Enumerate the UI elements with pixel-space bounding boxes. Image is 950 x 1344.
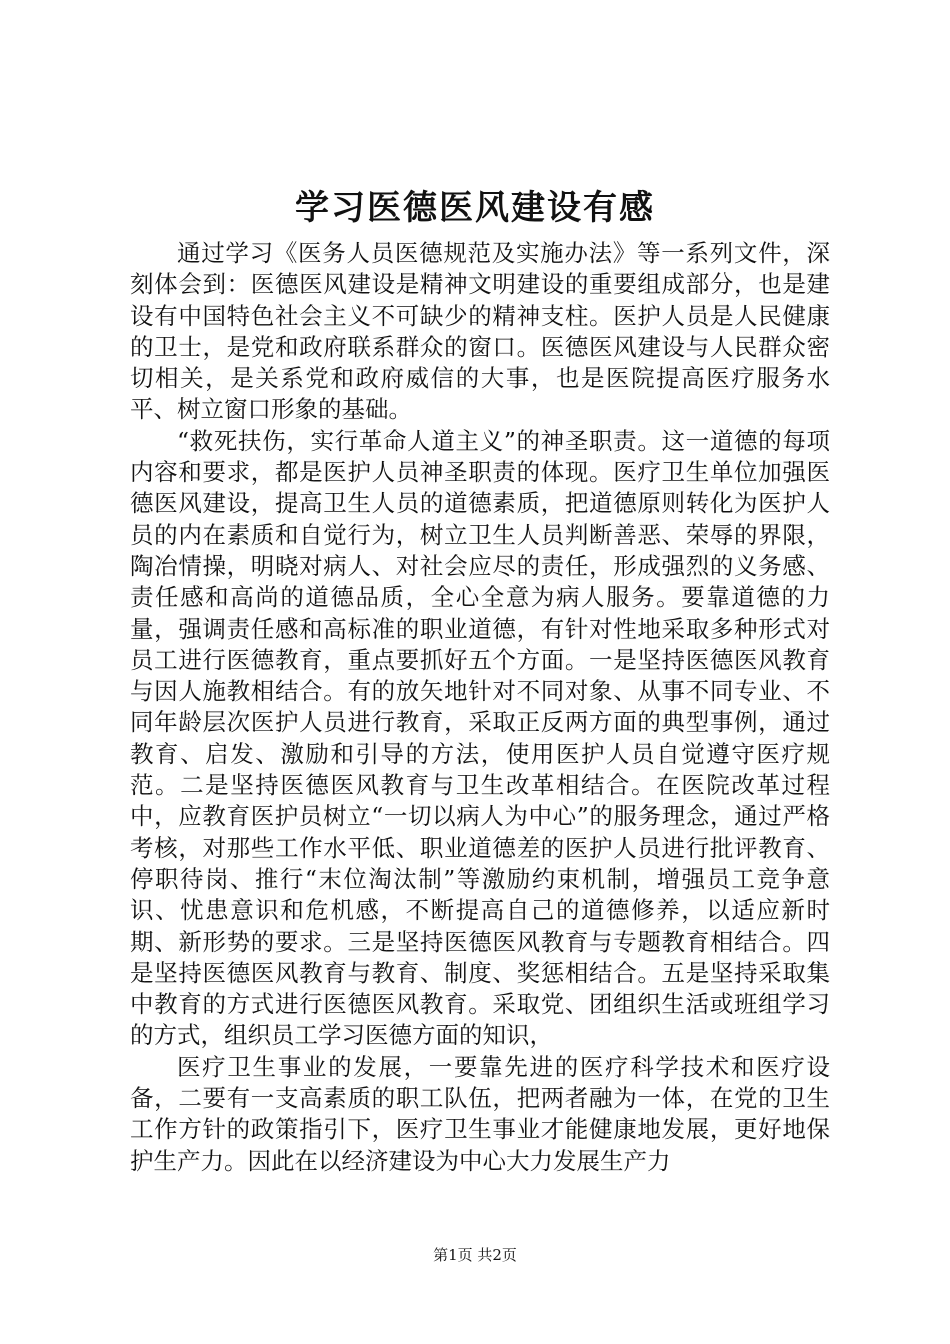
paragraph-1: 通过学习《医务人员医德规范及实施办法》等一系列文件，深刻体会到：医德医风建设是精神文明建设的重要组成部分，也是建设有中国特色社会主义不可缺少的精神支柱。医护人员是人民健康的卫士，是党和政府联系群众的窗口。医德医风建设与人民群众密切相关，是关系党和政府威信的大事，也是医院提高医疗服务水平、树立窗口形象的基础。 xyxy=(130,239,830,424)
paragraph-3: 医疗卫生事业的发展，一要靠先进的医疗科学技术和医疗设备，二要有一支高素质的职工队伍，把两者融为一体，在党的卫生工作方针的政策指引下，医疗卫生事业才能健康地发展，更好地保护生产力。因此在以经济建设为中心大力发展生产力 xyxy=(130,1052,830,1175)
page-footer: 第1页 共2页 xyxy=(433,1246,517,1264)
document-body xyxy=(130,238,830,1177)
paragraph-2: “救死扶伤，实行革命人道主义”的神圣职责。这一道德的每项内容和要求，都是医护人员神圣职责的体现。医疗卫生单位加强医德医风建设，提高卫生人员的道德素质，把道德原则转化为医护人员的内在素质和自觉行为，树立卫生人员判断善恶、荣辱的界限，陶冶情操，明晓对病人、对社会应尽的责任，形成强烈的义务感、责任感和高尚的道德品质，全心全意为病人服务。要靠道德的力量，强调责任感和高标准的职业道德，有针对性地采取多种形式对员工进行医德教育，重点要抓好五个方面。一是坚持医德医风教育与因人施教相结合。有的放矢地针对不同对象、从事不同专业、不同年龄层次医护人员进行教育，采取正反两方面的典型事例，通过教育、启发、激励和引导的方法，使用医护人员自觉遵守医疗规范。二是坚持医德医风教育与卫生改革相结合。在医院改革过程中，应教育医护员树立“一切以病人为中心”的服务理念，通过严格考核，对那些工作水平低、职业道德差的医护人员进行批评教育、停职待岗、推行“末位淘汰制”等激励约束机制，增强员工竞争意识、忧患意识和危机感，不断提高自己的道德修养，以适应新时期、新形势的要求。三是坚持医德医风教育与专题教育相结合。四是坚持医德医风教育与教育、制度、奖惩相结合。五是坚持采取集中教育的方式进行医德医风教育。采取党、团组织生活或班组学习的方式，组织员工学习医德方面的知识， xyxy=(130,426,830,1050)
document-title: 学习医德医风建设有感 xyxy=(295,188,655,228)
